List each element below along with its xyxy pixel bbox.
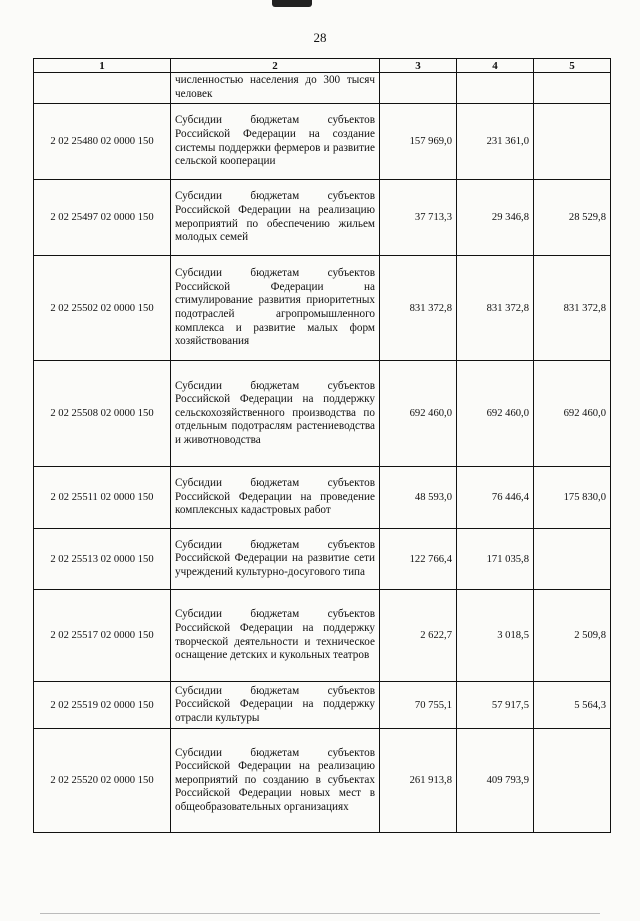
value-col-4: 76 446,4 <box>457 467 534 529</box>
value-col-3: 261 913,8 <box>380 729 457 833</box>
budget-code: 2 02 25502 02 0000 150 <box>34 256 171 361</box>
item-description: Субсидии бюджетам субъектов Российской Федерации на поддержку сельскохозяйственного производства по отдельным подотраслям растениеводства и животноводства <box>171 361 380 467</box>
item-description: Субсидии бюджетам субъектов Российской Федерации на стимулирование развития приоритетных подотраслей агропромышленного комплекса и развитие малых форм хозяйствования <box>171 256 380 361</box>
table-row <box>34 104 611 180</box>
value-col-4: 231 361,0 <box>457 104 534 180</box>
value-col-5 <box>534 73 611 104</box>
binding-mark <box>272 0 312 7</box>
value-col-4: 29 346,8 <box>457 180 534 256</box>
value-col-4: 831 372,8 <box>457 256 534 361</box>
column-header-4: 4 <box>457 59 534 73</box>
value-col-4 <box>457 73 534 104</box>
table-row <box>34 256 611 361</box>
item-description: Субсидии бюджетам субъектов Российской Федерации на поддержку отрасли культуры <box>171 682 380 729</box>
value-col-4: 409 793,9 <box>457 729 534 833</box>
table-row <box>34 180 611 256</box>
value-col-5 <box>534 104 611 180</box>
value-col-3: 70 755,1 <box>380 682 457 729</box>
value-col-4: 57 917,5 <box>457 682 534 729</box>
value-col-5 <box>534 729 611 833</box>
item-description: Субсидии бюджетам субъектов Российской Федерации на реализацию мероприятий по созданию в субъектах Российской Федерации новых мест в общеобразовательных организациях <box>171 729 380 833</box>
value-col-3: 157 969,0 <box>380 104 457 180</box>
item-description: Субсидии бюджетам субъектов Российской Федерации на развитие сети учреждений культурно-досугового типа <box>171 529 380 590</box>
value-col-3: 37 713,3 <box>380 180 457 256</box>
value-col-3: 2 622,7 <box>380 590 457 682</box>
value-col-5: 692 460,0 <box>534 361 611 467</box>
column-header-5: 5 <box>534 59 611 73</box>
value-col-5: 5 564,3 <box>534 682 611 729</box>
budget-code: 2 02 25480 02 0000 150 <box>34 104 171 180</box>
budget-code: 2 02 25508 02 0000 150 <box>34 361 171 467</box>
table-row <box>34 682 611 729</box>
table-row <box>34 73 611 104</box>
column-header-3: 3 <box>380 59 457 73</box>
budget-code: 2 02 25520 02 0000 150 <box>34 729 171 833</box>
value-col-3: 692 460,0 <box>380 361 457 467</box>
item-description: Субсидии бюджетам субъектов Российской Федерации на создание системы поддержки фермеров и развитие сельской кооперации <box>171 104 380 180</box>
value-col-5: 831 372,8 <box>534 256 611 361</box>
budget-table <box>33 58 611 833</box>
item-description: Субсидии бюджетам субъектов Российской Федерации на проведение комплексных кадастровых работ <box>171 467 380 529</box>
item-description: численностью населения до 300 тысяч человек <box>171 73 380 104</box>
budget-code: 2 02 25517 02 0000 150 <box>34 590 171 682</box>
budget-code: 2 02 25513 02 0000 150 <box>34 529 171 590</box>
page-number: 28 <box>313 30 327 45</box>
value-col-3 <box>380 73 457 104</box>
value-col-4: 692 460,0 <box>457 361 534 467</box>
table-row <box>34 467 611 529</box>
budget-code: 2 02 25511 02 0000 150 <box>34 467 171 529</box>
column-header-2: 2 <box>171 59 380 73</box>
item-description: Субсидии бюджетам субъектов Российской Федерации на поддержку творческой деятельности и техническое оснащение детских и кукольных театров <box>171 590 380 682</box>
value-col-3: 48 593,0 <box>380 467 457 529</box>
table-row <box>34 729 611 833</box>
table-header-row <box>34 59 611 73</box>
table-row <box>34 529 611 590</box>
value-col-3: 831 372,8 <box>380 256 457 361</box>
value-col-5 <box>534 529 611 590</box>
budget-code <box>34 73 171 104</box>
table-row <box>34 590 611 682</box>
value-col-4: 171 035,8 <box>457 529 534 590</box>
value-col-5: 175 830,0 <box>534 467 611 529</box>
value-col-5: 28 529,8 <box>534 180 611 256</box>
column-header-1: 1 <box>34 59 171 73</box>
table-row <box>34 361 611 467</box>
budget-code: 2 02 25519 02 0000 150 <box>34 682 171 729</box>
item-description: Субсидии бюджетам субъектов Российской Федерации на реализацию мероприятий по обеспечению жильем молодых семей <box>171 180 380 256</box>
value-col-5: 2 509,8 <box>534 590 611 682</box>
value-col-4: 3 018,5 <box>457 590 534 682</box>
bottom-scan-line <box>40 913 600 914</box>
value-col-3: 122 766,4 <box>380 529 457 590</box>
budget-code: 2 02 25497 02 0000 150 <box>34 180 171 256</box>
